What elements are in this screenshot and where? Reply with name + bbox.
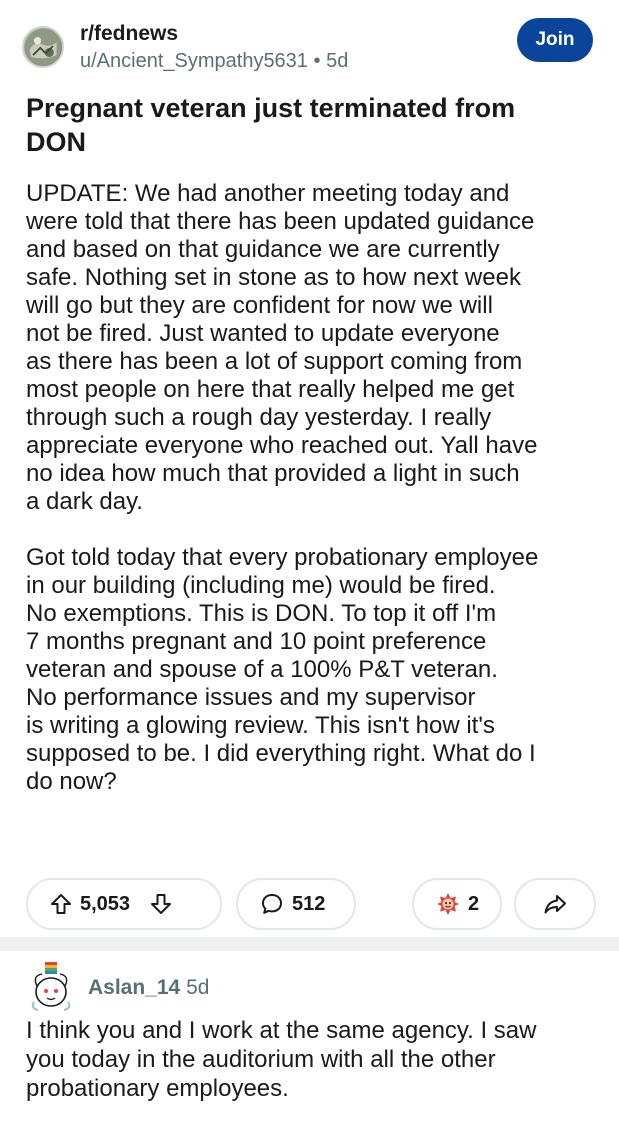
comment-avatar[interactable] — [28, 962, 74, 1012]
post-header — [22, 18, 597, 78]
comment-username[interactable]: Aslan_14 — [88, 976, 181, 999]
award-icon — [434, 890, 462, 918]
subreddit-avatar[interactable] — [22, 26, 64, 68]
comment-age: 5d — [186, 976, 210, 999]
arrow-down-icon[interactable] — [150, 893, 172, 915]
post-body-paragraph: Got told today that every probationary employee in our building (including me) would be fired. No exemptions. This is DON. To top it off I'm 7 months pregnant and 10 point preference veteran and spouse of a 100% P&T veteran. No performance issues and my supervisor is writing a glowing review. This isn't how it's supposed to be. I did everything right. What do I do now? — [26, 544, 539, 795]
post-body-paragraph: UPDATE: We had another meeting today and were told that there has been updated guidance and based on that guidance we are currently safe. Nothing set in stone as to how next week will go but they are confident for now we will not be fired. Just wanted to update everyone as there has been a lot of support coming from most people on here that really helped me get through such a rough day yesterday. I really appreciate everyone who reached out. Yall have no idea how much that provided a light in such a dark day. — [26, 180, 538, 515]
meta-separator: • — [313, 50, 321, 72]
post-title: Pregnant veteran just terminated from DON — [26, 93, 516, 157]
upvote-count: 5,053 — [80, 892, 131, 915]
section-divider — [0, 937, 619, 951]
comment-text: I think you and I work at the same agency. I saw you today in the auditorium with all the other probationary employees. — [26, 1017, 537, 1102]
share-button[interactable] — [514, 878, 596, 930]
comments-button[interactable] — [236, 878, 356, 930]
speech-bubble-icon — [260, 892, 284, 916]
arrow-up-icon[interactable] — [50, 893, 72, 915]
post-action-bar — [26, 878, 596, 930]
vote-control — [26, 878, 222, 930]
subreddit-avatar-image — [24, 28, 62, 66]
share-arrow-icon — [542, 891, 568, 917]
post-meta — [80, 50, 348, 73]
award-button[interactable] — [412, 878, 502, 930]
post-body — [26, 180, 606, 796]
comment-count: 512 — [292, 892, 326, 915]
subreddit-name[interactable]: r/fednews — [80, 22, 179, 45]
comment-meta — [88, 976, 209, 1000]
award-count: 2 — [468, 892, 480, 915]
join-button[interactable]: Join — [517, 18, 593, 62]
author-name[interactable]: u/Ancient_Sympathy5631 — [80, 50, 308, 72]
post-age: 5d — [326, 50, 349, 72]
